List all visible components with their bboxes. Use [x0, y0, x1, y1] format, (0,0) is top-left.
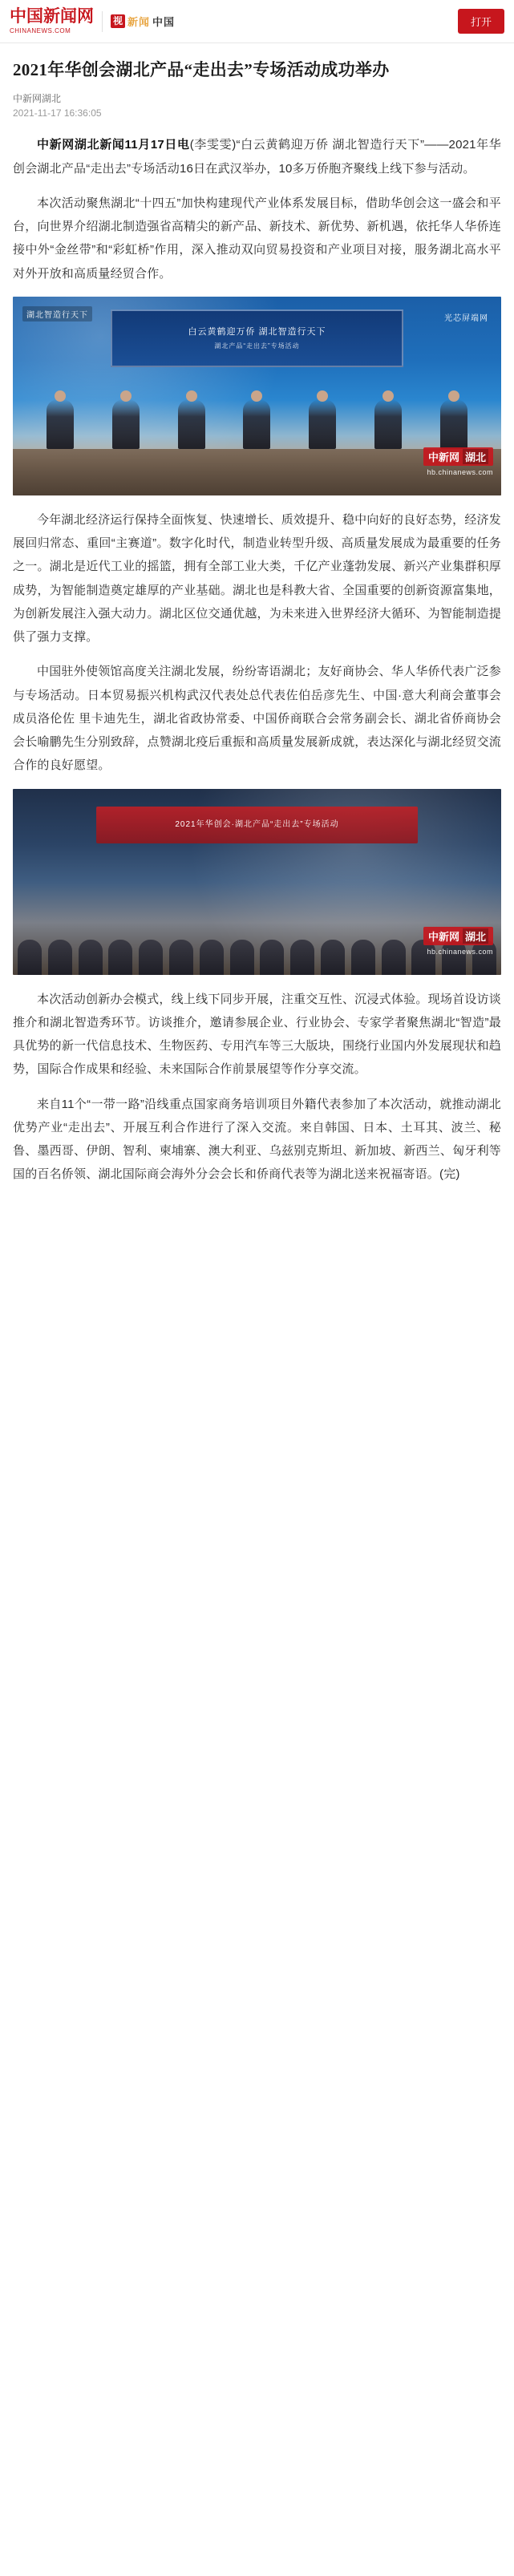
watermark-hb: 湖北 [463, 449, 488, 464]
audience-head [18, 940, 42, 975]
photo1-side-text: 湖北智造行天下 [22, 306, 92, 321]
panelist [243, 399, 270, 449]
audience-head [290, 940, 314, 975]
stage-screen [111, 309, 403, 367]
site-logo[interactable] [10, 8, 94, 35]
panelists-row [13, 390, 501, 449]
photo1-watermark [423, 447, 493, 476]
audience-head [200, 940, 224, 975]
stage-screen-title: 白云黄鹤迎万侨 湖北智造行天下 [188, 326, 326, 337]
badge-text-2: 中国 [152, 16, 176, 28]
panelist [112, 399, 140, 449]
paragraph-1 [13, 133, 501, 180]
paragraph-6: 来自11个“一带一路”沿线重点国家商务培训项目外籍代表参加了本次活动，就推动湖北优势产业“走出去”、开展互利合作进行了深入交流。来自韩国、日本、土耳其、波兰、秘鲁、墨西哥、伊朗、智利、柬埔寨、澳大利亚、乌兹别克斯坦、新加坡、新西兰、匈牙利等国的百名侨领、湖北国际商会海外分会会长和侨商代表等为湖北送来祝福寄语。(完) [13, 1097, 501, 1182]
panelist [47, 399, 74, 449]
open-button[interactable]: 打开 [458, 9, 504, 34]
audience-head [351, 940, 375, 975]
panelist [440, 399, 467, 449]
article-source: 中新网湖北 [13, 93, 62, 105]
audience-head [108, 940, 132, 975]
photo2-banner-text: 2021年华创会·湖北产品“走出去”专场活动 [96, 807, 419, 843]
video-news-badge[interactable] [111, 14, 175, 29]
stage-screen-subtitle: 湖北产品“走出去”专场活动 [214, 342, 300, 350]
audience-head [169, 940, 193, 975]
dateline-author: (李雯雯) [189, 138, 237, 152]
audience-head [139, 940, 163, 975]
panelist [309, 399, 336, 449]
watermark-url: hb.chinanews.com [427, 947, 493, 956]
page-root [0, 0, 514, 1222]
paragraph-3: 今年湖北经济运行保持全面恢复、快速增长、质效提升、稳中向好的良好态势，经济发展回归常态、重回“主赛道”。数字化时代，制造业转型升级、高质量发展成为最重要的任务之一。湖北是近代工业的摇篮，拥有全部工业大类，千亿产业蓬勃发展、新兴产业集群积厚成势，为智能制造奠定雄厚的产业基础。湖北也是科教大省、全国重要的创新资源富集地，为创新发展注入强大动力。湖北区位交通优越，为未来进入世界经济大循环、为智能制造提供了强力支撑。 [13, 512, 501, 645]
photo1-tag-right: 光芯屏端网 [444, 313, 488, 323]
audience-head [260, 940, 284, 975]
paragraph-5: 本次活动创新办会模式，线上线下同步开展，注重交互性、沉浸式体验。现场首设访谈推介和湖北智造秀环节。访谈推介，邀请参展企业、行业协会、专家学者聚焦湖北“智造”最具优势的新一代信息技术、生物医药、专用汽车等三大版块，围绕行业国内外发展现状和趋势，国际合作成果和经验、未来国际合作前景展望等作分享交流。 [13, 992, 501, 1077]
site-logo-sub: CHINANEWS.COM [10, 26, 71, 34]
logo-divider [102, 11, 103, 32]
badge-square-icon: 视 [111, 14, 125, 28]
site-logo-cn: 中国新闻网 [10, 6, 94, 26]
audience-head [321, 940, 345, 975]
paragraph-4: 中国驻外使领馆高度关注湖北发展，纷纷寄语湖北；友好商协会、华人华侨代表广泛参与专场活动。日本贸易振兴机构武汉代表处总代表佐伯岳彦先生、中国·意大利商会董事会成员洛伦佐 里卡迪先生，湖北省政协常委、中国侨商联合会常务副会长、湖北省侨商协会会长喻鹏先生分别致辞，点赞湖北疫后重振和高质量发展新成就，表达深化与湖北经贸交流合作的良好愿望。 [13, 665, 501, 773]
page-title: 2021年华创会湖北产品“走出去”专场活动成功举办 [13, 60, 390, 79]
photo-audience [13, 789, 501, 975]
watermark-cn: 中新网 [427, 930, 459, 943]
audience-head [48, 940, 72, 975]
article-date: 2021-11-17 16:36:05 [13, 107, 102, 119]
article-body [0, 43, 514, 1222]
dateline-lead: 中新网湖北新闻11月17日电 [37, 138, 190, 152]
panelist [374, 399, 402, 449]
photo2-watermark [423, 927, 493, 956]
watermark-cn: 中新网 [427, 451, 459, 463]
badge-text-1: 新闻 [127, 16, 151, 28]
watermark-hb: 湖北 [463, 928, 488, 944]
paragraph-1-text: “白云黄鹤迎万侨 湖北智造行天下”——2021年华创会湖北产品“走出去”专场活动16日在武汉举办，10多万侨胞齐聚线上线下参与活动。 [13, 138, 502, 176]
audience-head [79, 940, 103, 975]
audience-head [230, 940, 254, 975]
top-bar [0, 0, 514, 43]
paragraph-2: 本次活动聚焦湖北“十四五”加快构建现代产业体系发展目标，借助华创会这一盛会和平台，向世界介绍湖北制造强省高精尖的新产品、新技术、新优势、新机遇，依托华人华侨连接中外“金丝带”和“彩虹桥”作用，深入推动双向贸易投资和产业项目对接，服务湖北高水平对外开放和高质量经贸合作。 [13, 196, 501, 281]
watermark-url: hb.chinanews.com [427, 467, 493, 476]
panelist [178, 399, 205, 449]
audience-head [382, 940, 406, 975]
photo-forum-stage [13, 297, 501, 495]
